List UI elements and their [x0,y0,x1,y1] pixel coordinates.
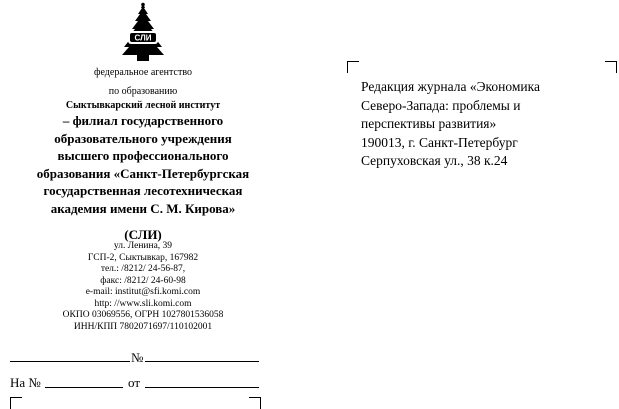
addressee-line: 190013, г. Санкт-Петербург [361,134,518,150]
contact-website: http: //www.sli.komi.com [94,298,192,309]
contact-fax: факс: /8212/ 24-60-98 [100,275,186,286]
addressee-line: Серпуховская ул., 38 к.24 [361,153,508,169]
branch-line: образования «Санкт-Петербургская [36,165,250,181]
outgoing-number-sign: № [131,350,144,365]
contact-city: ГСП-2, Сыктывкар, 167982 [87,252,199,263]
contact-inn: ИНН/КПП 7802071697/110102001 [73,321,213,332]
reply-number-label: На № [10,375,41,390]
reply-number-line [45,387,123,388]
contact-address: ул. Ленина, 39 [113,241,173,251]
branch-line: государственная лесотехническая [43,183,243,198]
addressee-line: перспективы развития» [361,116,497,132]
branch-line: академия имени С. М. Кирова» [50,200,236,216]
corner-bracket [605,61,617,73]
reply-date-label: от [128,375,141,390]
branch-line: высшего профессионального [57,148,229,163]
agency-line-1: федеральное агентство [94,67,192,78]
branch-description [8,112,278,217]
institute-name: Сыктывкарский лесной институт [65,100,221,111]
contact-block [8,241,278,333]
corner-bracket [347,61,359,73]
branch-line: образовательного учреждения [54,130,232,146]
addressee-line: Редакция журнала «Экономика [361,79,540,94]
agency-line-2: по образованию [108,86,178,97]
addressee-line: Северо-Запада: проблемы и [361,97,521,113]
contact-email: e-mail: institut@sfi.komi.com [85,287,201,297]
corner-bracket [10,397,22,409]
contact-okpo: ОКПО 03069556, ОГРН 1027801536058 [62,310,224,320]
corner-bracket [249,397,261,409]
contact-phone: тел.: /8212/ 24-56-87, [100,264,186,274]
fir-tree-emblem-icon [119,2,167,62]
reply-date-line [145,387,259,388]
emblem-text: СЛИ [134,33,152,43]
abbreviation: (СЛИ) [124,227,162,242]
addressee-block [361,78,611,171]
outgoing-date-line [10,361,130,362]
outgoing-number-line [145,361,259,362]
branch-line: – филиал государственного [62,113,224,128]
